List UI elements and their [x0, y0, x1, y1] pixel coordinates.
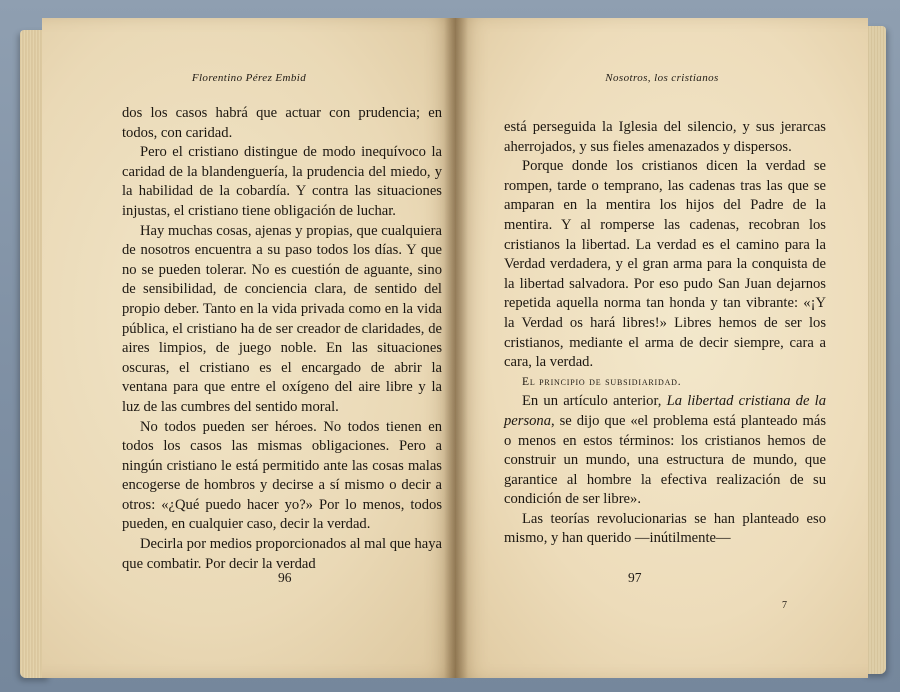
- running-head-title: Nosotros, los cristianos: [605, 72, 719, 84]
- right-page: [456, 18, 868, 678]
- left-page: [42, 18, 456, 678]
- paragraph: Porque donde los cristianos dicen la verdad se rompen, tarde o temprano, las cadenas tras las que se amparan en la mentira los hijos del Padre de la mentira. Y al romperse las cadenas, recobran los cristianos la libertad. La verdad es el camino para la Verdad verdadera, y el gran arma para la conquista de la libertad salvadora. Por eso pudo San Juan dejarnos repetida aquella norma tan honda y tan vibrante: «¡Y la Verdad os hará libres!» Libres hemos de ser los cristianos, mediante el arma de decir siempre, cara a cara, la verdad.: [504, 158, 826, 371]
- paragraph: Decirla por medios proporcionados al mal que haya que combatir. Por decir la verdad: [122, 536, 442, 572]
- right-page-body: [504, 118, 826, 549]
- paragraph: [504, 392, 826, 510]
- running-head-author: Florentino Pérez Embid: [191, 72, 307, 84]
- page-number: 96: [278, 570, 292, 585]
- paragraph: dos los casos habrá que actuar con prudencia; en todos, con caridad.: [122, 105, 442, 141]
- article-title: La libertad cristiana de la persona: [504, 393, 826, 429]
- paragraph: Hay muchas cosas, ajenas y propias, que cualquiera de nosotros encuentra a su paso todos los días. Y que no se pueden tolerar. No es cuestión de aguante, sino de sensibilidad, de conciencia clara, de sentido del propio deber. Tanto en la vida privada como en la vida pública, el cristiano ha de ser creador de claridades, de aires limpios, de juego noble. En las situaciones oscuras, el cristiano es el encargado de abrir la ventana para que entre el oxígeno del aire libre y la luz de las cumbres del sentido moral.: [122, 222, 442, 415]
- paragraph: No todos pueden ser héroes. No todos tienen en todos los casos las mismas obligaciones. Pero a ningún cristiano le está permitido ante las cosas malas encogerse de hombros y decirse a sí mismo o decir a otros: «¿Qué puedo hacer yo?» Por lo menos, todos pueden, en cualquier caso, decir la verdad.: [122, 418, 442, 533]
- left-page-body: [122, 104, 442, 574]
- paragraph-text: En un artículo anterior,: [522, 393, 667, 410]
- section-heading: El principio de subsidiaridad.: [522, 375, 682, 388]
- book-gutter: [444, 18, 468, 678]
- paragraph: Las teorías revolucionarias se han planteado eso mismo, y han querido —inútilmente—: [504, 510, 826, 547]
- paragraph: Pero el cristiano distingue de modo inequívoco la caridad de la blandenguería, la prudencia del miedo, y la habilidad de la cobardía. Y contra las situaciones injustas, el cristiano tiene obligación de luchar.: [122, 144, 442, 219]
- paragraph: está perseguida la Iglesia del silencio, y sus jerarcas aherrojados, y sus fieles amenazados y dispersos.: [504, 119, 826, 155]
- paragraph-text: , se dijo que «el problema está planteado más o menos en estos términos: los cristianos hemos de construir un mundo, una estructura de mundo, que garantice al hombre la efectiva realización de su condición de ser libre».: [504, 412, 826, 508]
- signature-mark: 7: [782, 600, 787, 611]
- open-book: [20, 18, 886, 682]
- page-number: 97: [628, 570, 642, 585]
